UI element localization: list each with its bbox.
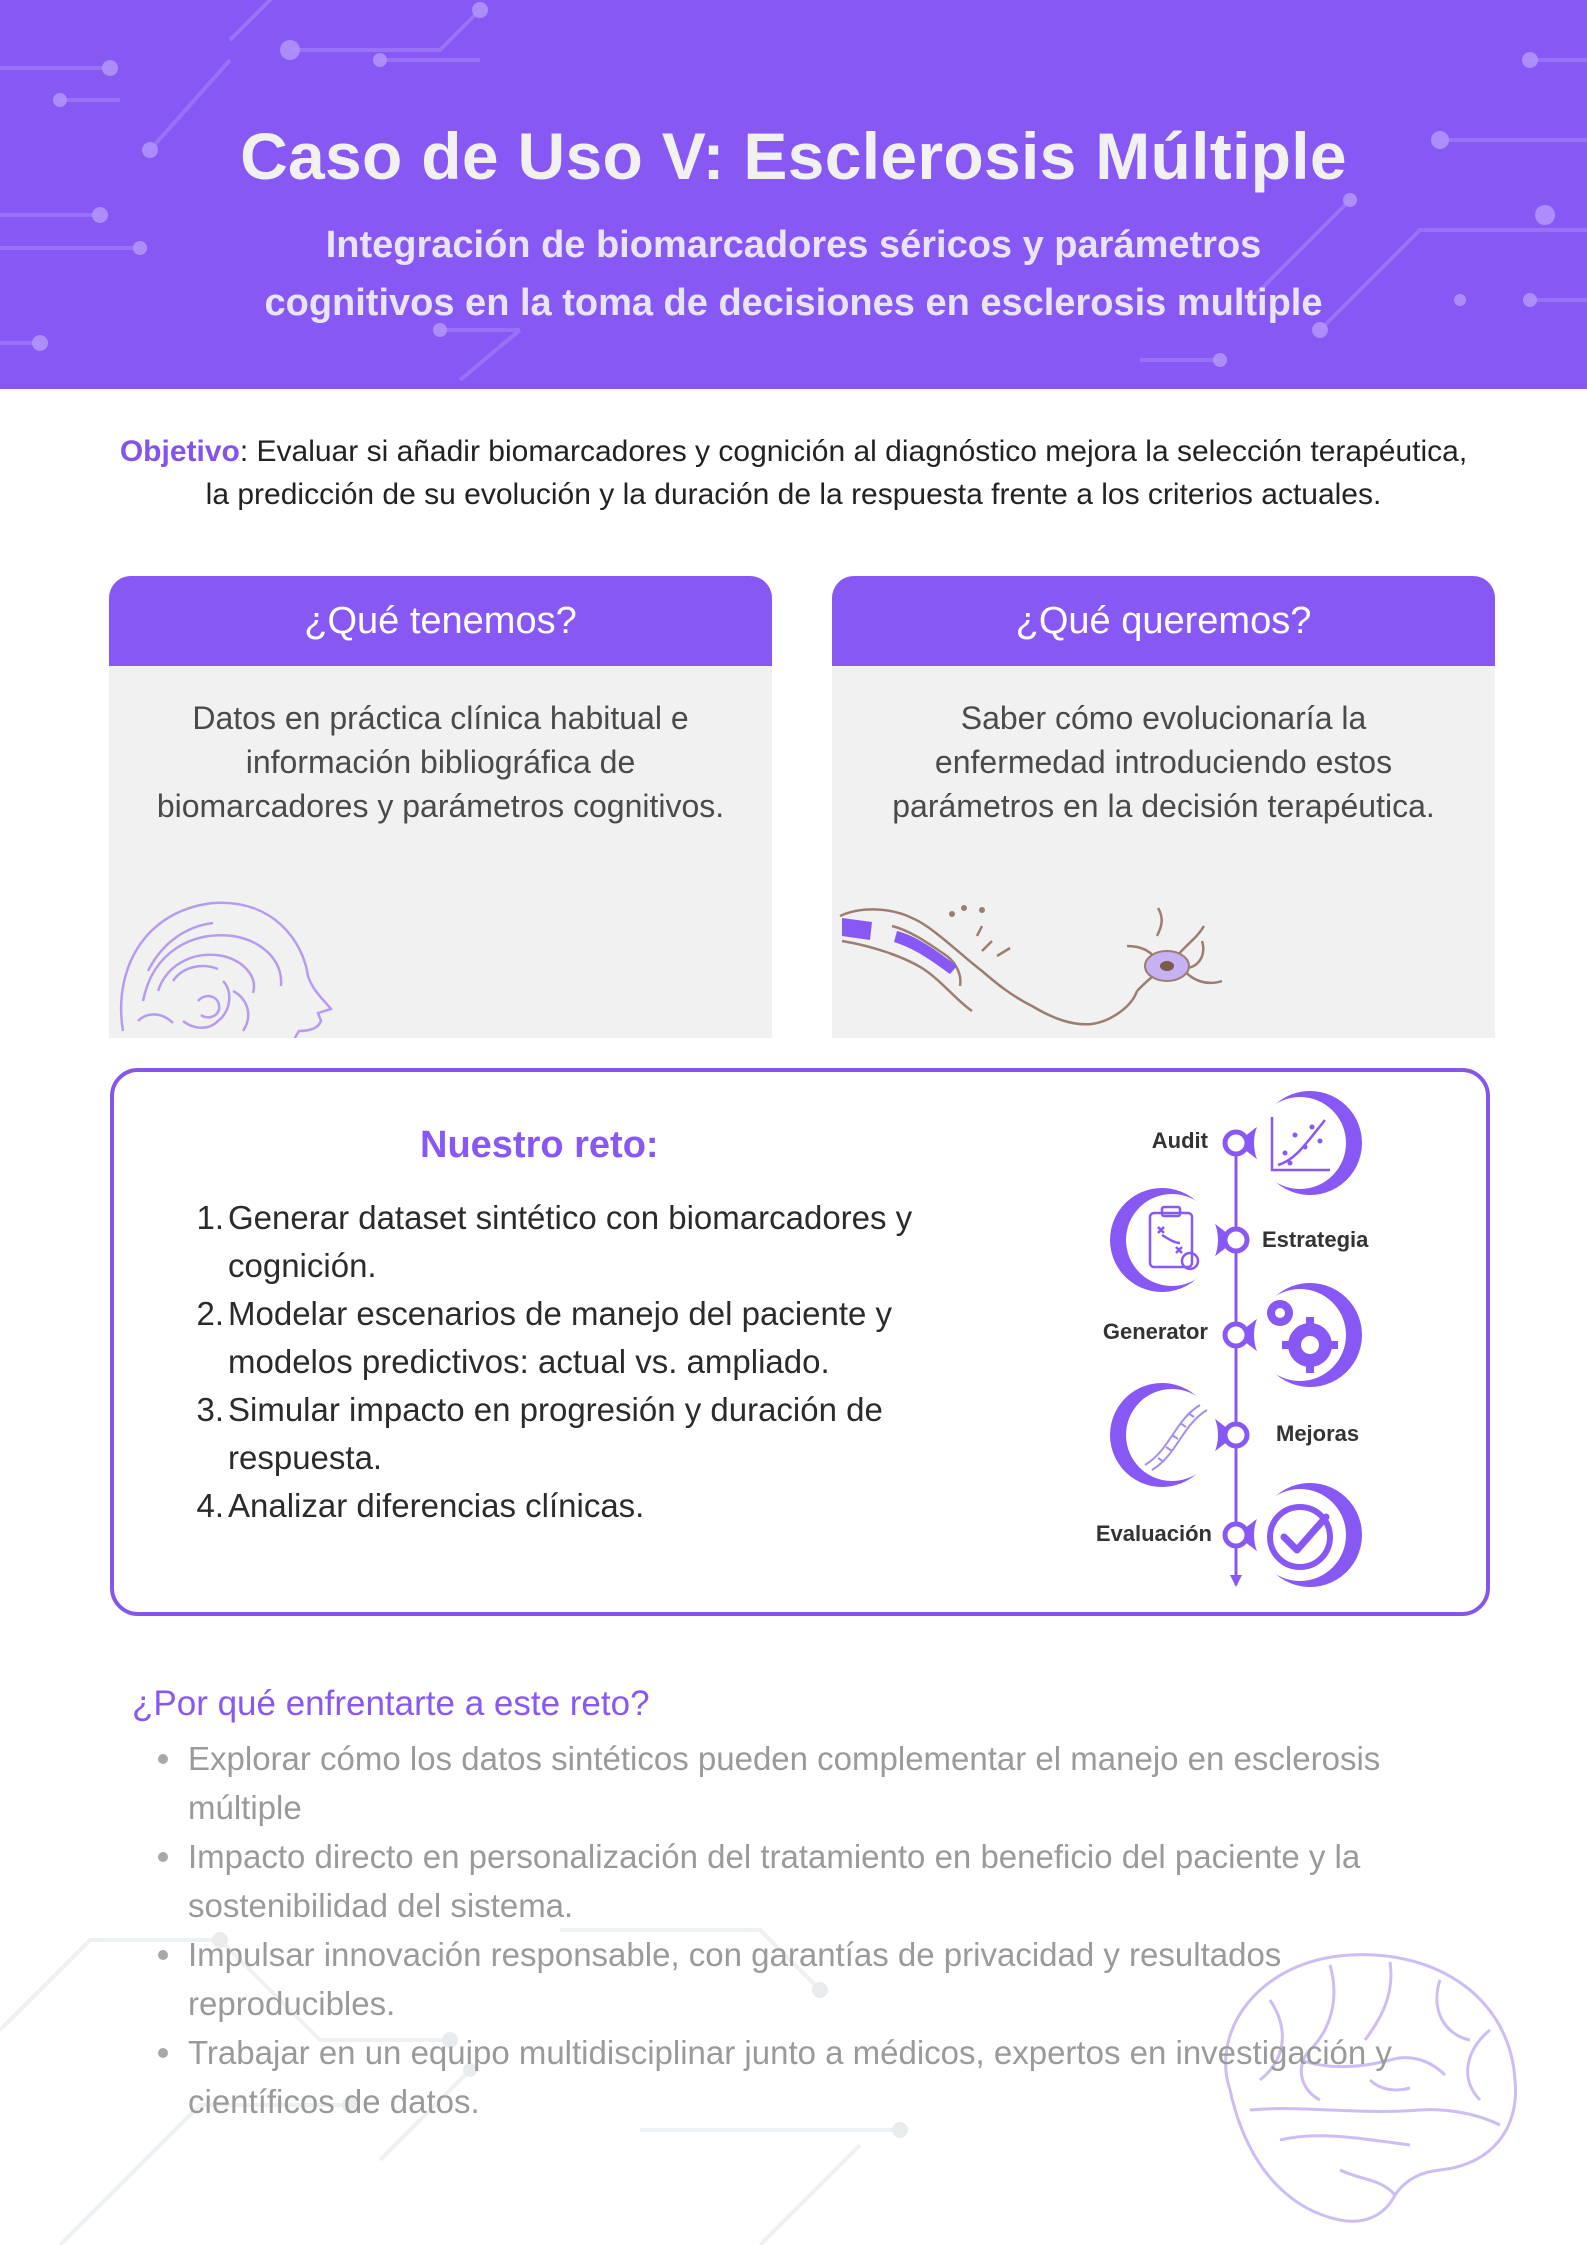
list-item-text: Generar dataset sintético con biomarcadores y cognición. (228, 1199, 913, 1284)
timeline-label-mejoras: Mejoras (1276, 1421, 1360, 1446)
timeline-step-estrategia (1110, 1188, 1369, 1292)
timeline-step-generator (1103, 1283, 1362, 1387)
timeline-step-audit (1152, 1091, 1362, 1195)
header-banner (0, 0, 1587, 389)
timeline-label-evaluacion: Evaluación (1095, 1521, 1212, 1546)
card-what-we-want-title: ¿Qué queremos? (832, 576, 1495, 666)
list-item (154, 1386, 1004, 1482)
list-item-text: Modelar escenarios de manejo del paciente y modelos predictivos: actual vs. ampliado. (228, 1295, 893, 1380)
card-what-we-want-text: Saber cómo evolucionaría la enfermedad introduciendo estos parámetros en la decisión terapéutica. (892, 700, 1435, 824)
challenge-list (154, 1194, 1004, 1530)
subtitle-line-2: cognitivos en la toma de decisiones en esclerosis multiple (264, 282, 1323, 324)
list-item-text: Analizar diferencias clínicas. (228, 1487, 645, 1524)
list-item-number: 2. (196, 1295, 224, 1332)
why-title: ¿Por qué enfrentarte a este reto? (132, 1684, 650, 1723)
list-item (154, 1482, 1004, 1530)
list-item: Impulsar innovación responsable, con garantías de privacidad y resultados reproducibles. (150, 1930, 1490, 2028)
objective-label: Objetivo (119, 435, 240, 468)
subtitle-line-1: Integración de biomarcadores séricos y parámetros (325, 224, 1262, 266)
brain-head-illustration (113, 881, 343, 1038)
objective-text: : Evaluar si añadir biomarcadores y cognición al diagnóstico mejora la selección terapéutica, la predicción de su evolución y la duración de la respuesta frente a los criterios actuales. (205, 435, 1468, 511)
page-subtitle (0, 216, 1587, 332)
list-item-text: Simular impacto en progresión y duración de respuesta. (228, 1391, 883, 1476)
list-item (154, 1290, 1004, 1386)
neuron-illustration (832, 896, 1232, 1038)
timeline-label-audit: Audit (1151, 1128, 1208, 1153)
list-item: Explorar cómo los datos sintéticos pueden complementar el manejo en esclerosis múltiple (150, 1734, 1490, 1832)
objective-paragraph (110, 430, 1477, 516)
list-item: Trabajar en un equipo multidisciplinar junto a médicos, expertos en investigación y científicos de datos. (150, 2028, 1490, 2126)
card-what-we-have (109, 576, 772, 1038)
timeline-label-estrategia: Estrategia (1262, 1227, 1369, 1252)
list-item-number: 1. (196, 1199, 224, 1236)
list-item-number: 4. (196, 1487, 224, 1524)
list-item-number: 3. (196, 1391, 224, 1428)
process-timeline (1040, 1075, 1400, 1595)
list-item: Impacto directo en personalización del tratamiento en beneficio del paciente y la sostenibilidad del sistema. (150, 1832, 1490, 1930)
page-title: Caso de Uso V: Esclerosis Múltiple (240, 119, 1347, 193)
challenge-title: Nuestro reto: (420, 1124, 659, 1166)
why-list (150, 1734, 1490, 2126)
card-what-we-have-text: Datos en práctica clínica habitual e información bibliográfica de biomarcadores y parámetros cognitivos. (156, 700, 725, 824)
list-item (154, 1194, 1004, 1290)
card-what-we-have-title: ¿Qué tenemos? (109, 576, 772, 666)
card-what-we-want (832, 576, 1495, 1038)
timeline-label-generator: Generator (1102, 1319, 1208, 1344)
timeline-step-evaluacion (1096, 1483, 1362, 1587)
